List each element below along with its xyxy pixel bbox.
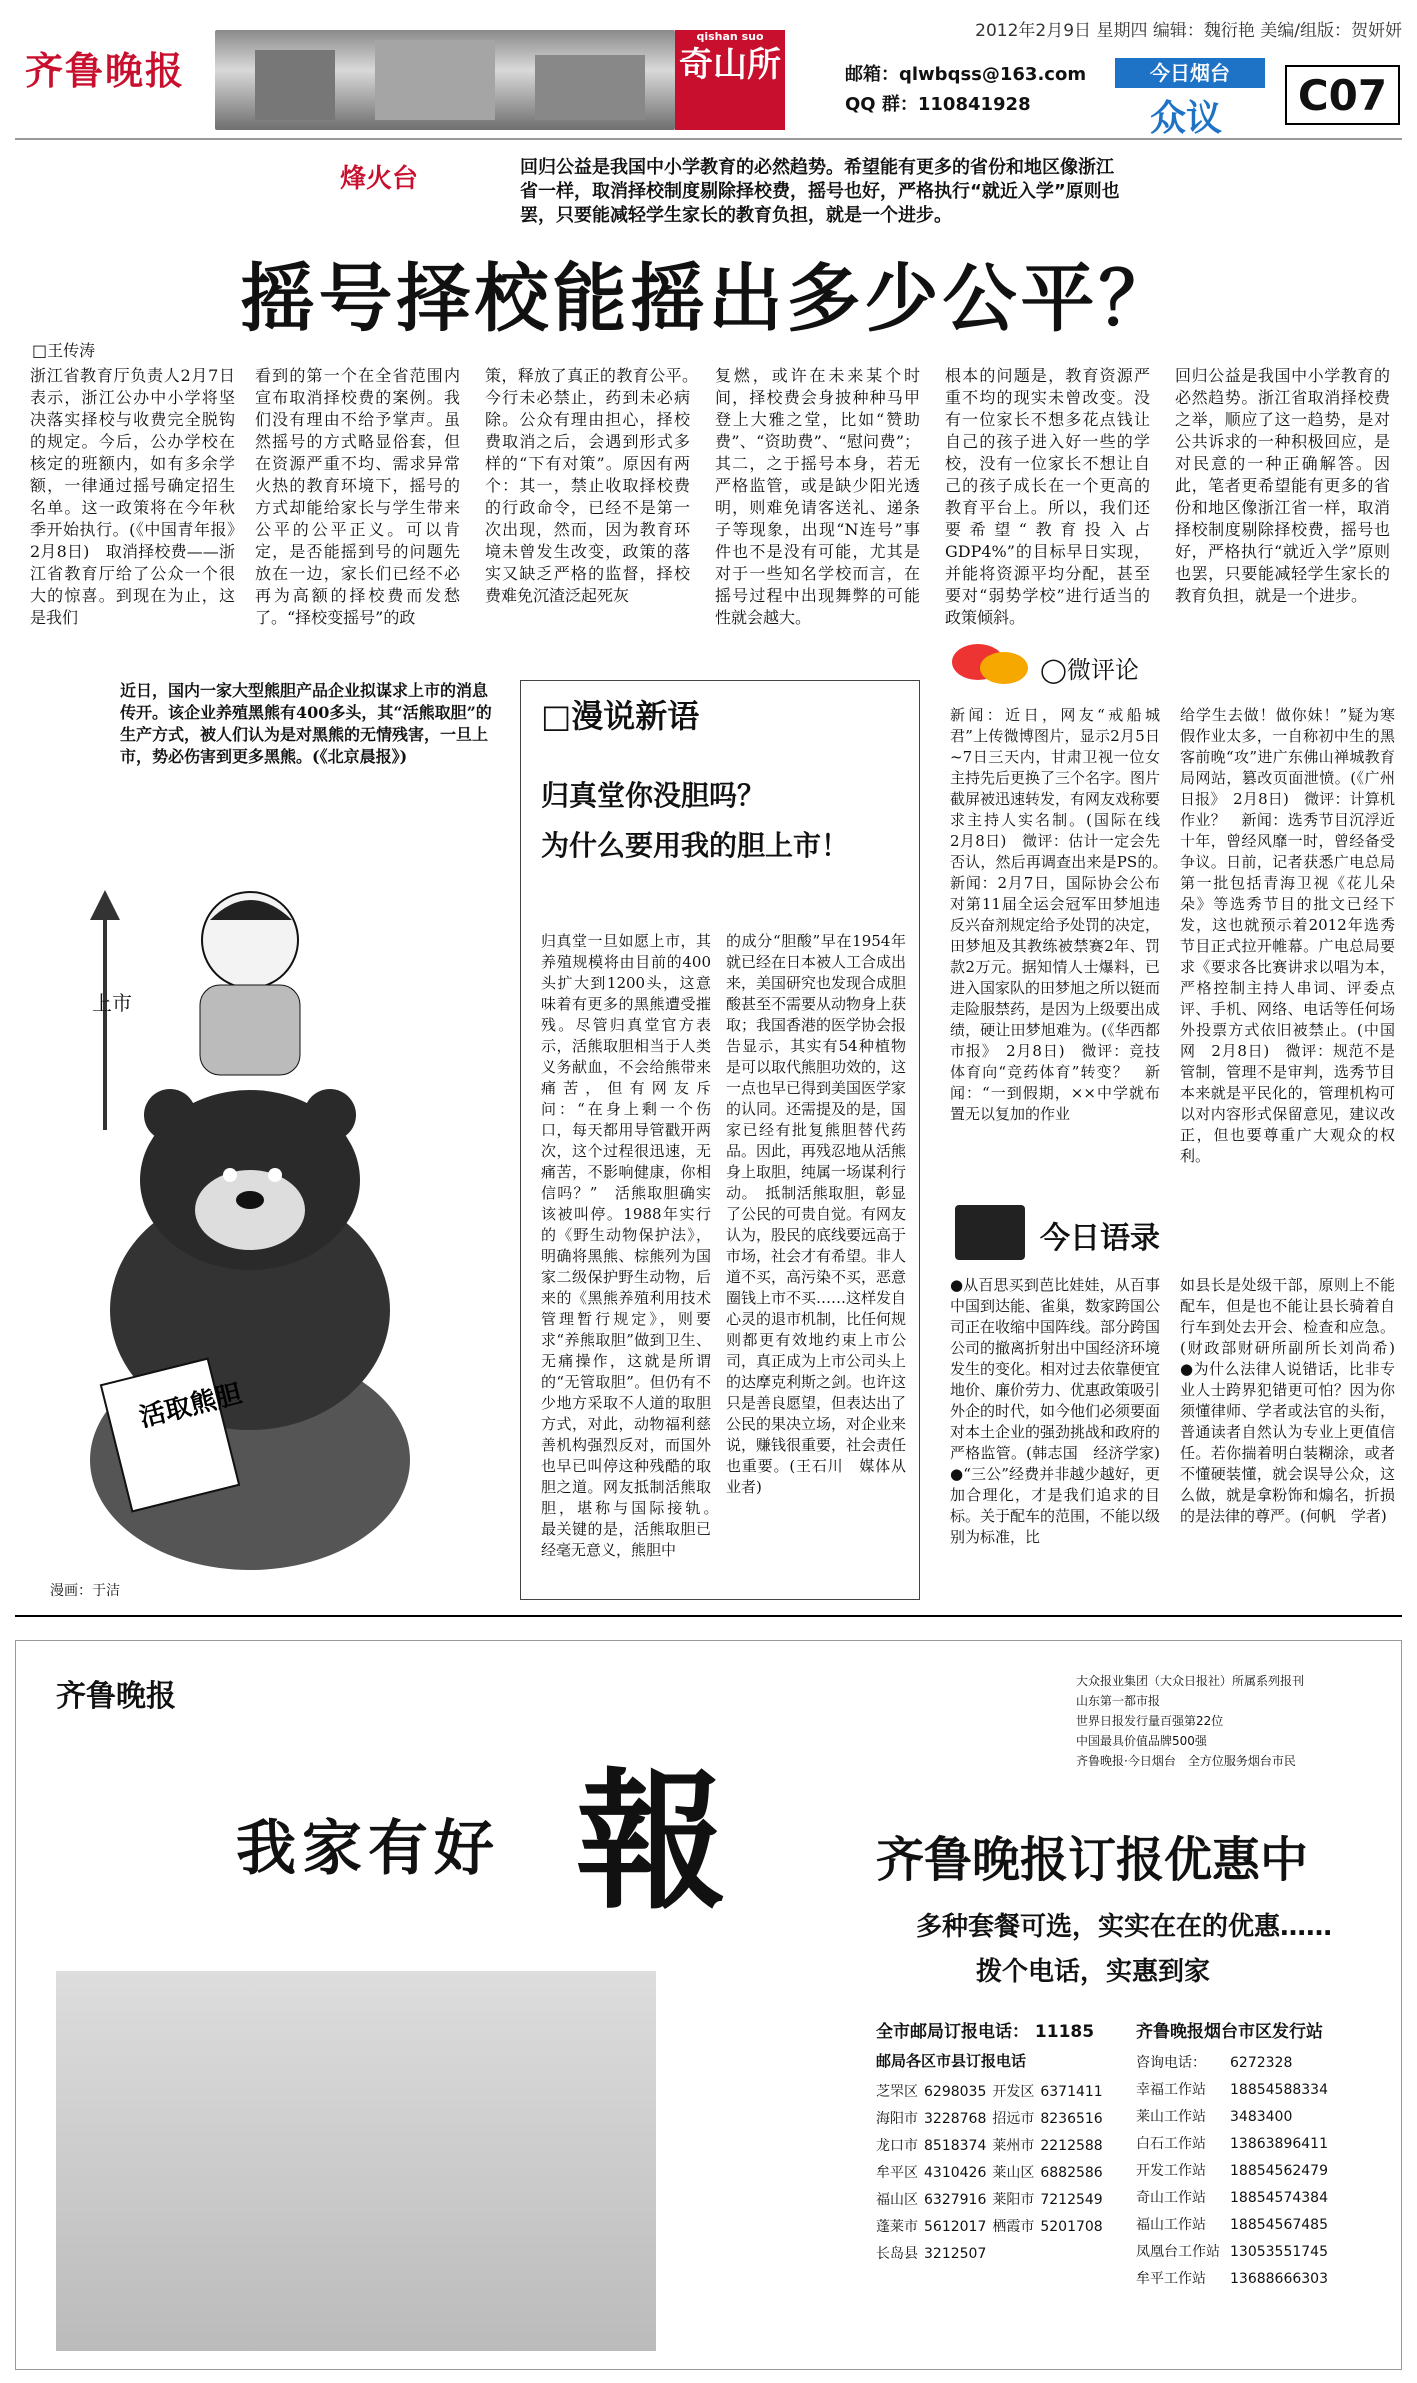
subscription-ad: [15, 1640, 1402, 2370]
table-cell: 18854567485: [1230, 2217, 1328, 2233]
ad-line-1: 多种套餐可选，实实在在的优惠……: [916, 1912, 1333, 1942]
manshuo-column-2: 的成分“胆酸”早在1954年就已经在日本被人工合成出来，美国研究也发现合成胆酸甚至不需要从动物身上获取；我国香港的医学协会报告显示，其实有54种植物是可以取代熊胆功效的，这一点也早已得到美国医学家的认同。还需提及的是，国家已经有批复熊胆替代药品。因此，再残忍地从活熊身上取胆，纯属一场谋利行动。 抵制活熊取胆，彰显了公民的可贵自觉。有网友认为，股民的底线要远高于市场，社会才有希望。非人道不买，高污染不买，恶意圈钱上市不买……这样发自心灵的退市机制，比任何规则都更有效地约束上市公司，真正成为上市公司头上的达摩克利斯之剑。也许这只是善良愿望，但表达出了公民的果决立场，对企业来说，赚钱很重要，社会责任也重要。(王石川 媒体从业者): [726, 932, 907, 1496]
dateline: 2012年2月9日 星期四 编辑：魏衍艳 美编/组版：贺妍妍: [975, 21, 1402, 41]
ad-logo: 齐鲁晚报: [56, 1679, 176, 1714]
table-cell: [992, 2241, 1040, 2268]
table-row: [876, 2160, 1109, 2187]
ad-line-2: 拨个电话，实惠到家: [976, 1957, 1211, 1987]
jinriyulu-header: [955, 1205, 1415, 1265]
table-cell: 18854574384: [1230, 2190, 1328, 2206]
cartoon-credit: 漫画：于洁: [50, 1583, 120, 1599]
table-row: [1136, 2077, 1338, 2104]
section-name: 众议: [1150, 97, 1223, 139]
table-cell: 7212549: [1040, 2192, 1103, 2208]
section-tag: 今日烟台: [1115, 58, 1265, 88]
table-cell: 幸福工作站: [1136, 2082, 1206, 2098]
table-cell: 莱州市: [992, 2138, 1035, 2154]
table-cell: 8236516: [1040, 2111, 1103, 2127]
table-cell: 白石工作站: [1136, 2136, 1206, 2152]
table-row: [876, 2214, 1109, 2241]
book-icon: [955, 1205, 1025, 1260]
table-row: [876, 2079, 1109, 2106]
newspaper-logo: 齐鲁晚报: [25, 48, 186, 93]
table-row: [1136, 2050, 1338, 2077]
table-cell: 咨询电话：: [1136, 2055, 1206, 2071]
table-cell: 芝罘区: [876, 2084, 918, 2100]
table-cell: 栖霞市: [992, 2219, 1035, 2235]
manshuo-column-1: 归真堂一旦如愿上市，其养殖规模将由目前的400头扩大到1200头，这意味着有更多的黑熊遭受摧残。尽管归真堂官方表示，活熊取胆相当于人类义务献血，不会给熊带来痛苦，但有网友斥问：“在身上剩一个伤口，每天都用导管戳开两次，这个过程很迅速，无痛苦，不影响健康，你相信吗？” 活熊取胆确实该被叫停。1988年实行的《野生动物保护法》，明确将黑熊、棕熊列为国家二级保护野生动物，后来的《黑熊养殖利用技术管理暂行规定》，则要求“养熊取胆”做到卫生、无痛操作，这就是所谓的“无管取胆”。但仍有不少地方采取不人道的取胆方式，对此，动物福利慈善机构强烈反对，而国外也早已叫停这种残酷的取胆之道。网友抵制活熊取胆，堪称与国际接轨。 最关键的是，活熊取胆已经毫无意义，熊胆中: [541, 932, 727, 1559]
table-row: [876, 2133, 1109, 2160]
manshuo-q1: 归真堂你没胆吗？: [541, 779, 766, 812]
byline: □王传涛: [32, 341, 96, 360]
article-column-3: 策，释放了真正的教育公平。 今行未必禁止，药到未必病除。公众有理由担心，择校费取消之后，会遇到形式多样的“下有对策”。原因有两个：其一，禁止收取择校费的行政命令，已经不是第一次出现，然而，因为教育环境未曾发生改变，政策的落实又缺乏严格的监督，择校费难免沉渣泛起死灰: [485, 366, 707, 605]
table-cell: 奇山工作站: [1136, 2190, 1206, 2206]
article-column-1: 浙江省教育厅负责人2月7日表示，浙江公办中小学将坚决落实择校与收费完全脱钩的规定。今后，公办学校在核定的班额内，如有多余学额，一律通过摇号确定招生名单。这一政策将在今年秋季开始执行。(《中国青年报》2月8日) 取消择校费——浙江省教育厅给了公众一个很大的惊喜。到现在为止，这是我们: [30, 366, 235, 627]
email-text: 邮箱：qlwbqss@163.com: [845, 64, 1087, 85]
article-column-2: 看到的第一个在全省范围内宣布取消择校费的案例。我们没有理由不给予掌声。虽然摇号的方式略显俗套，但在资源严重不均、需求异常火热的教育环境下，摇号的方式却能给家长与学生带来公平的公平正义。可以肯定，是否能摇到号的问题先放在一边，家长们已经不必再为高额的择校费而发愁了。“择校变摇号”的政: [255, 366, 460, 627]
table-cell: 牟平工作站: [1136, 2271, 1206, 2287]
table-cell: 蓬莱市: [876, 2219, 918, 2235]
headline: 摇号择校能摇出多少公平？: [240, 256, 1177, 342]
table-cell: 龙口市: [876, 2138, 918, 2154]
table-cell: 5612017: [924, 2219, 987, 2235]
table-row: [1136, 2266, 1338, 2293]
table-cell: 13688666303: [1230, 2271, 1328, 2287]
table-row: [876, 2187, 1109, 2214]
station-table: [1136, 2050, 1338, 2293]
jinriyulu-column-2: 如县长是处级干部，原则上不能配车，但是也不能让县长骑着自行车到处去开会、检查和应急。(财政部财研所副所长刘尚希) ●为什么法律人说错话，比非专业人士跨界犯错更可怕？因为你须懂律师、学者或法官的头衔，普通读者自然认为专业上更值信任。若你揣着明白装糊涂，或者不懂硬装懂，就会误导公众，这么做，就是拿粉饰和煽名，折损的是法律的尊严。(何帆 学者): [1180, 1276, 1411, 1525]
table-cell: 莱阳市: [992, 2192, 1035, 2208]
table-cell: 3228768: [924, 2111, 987, 2127]
table-cell: 3483400: [1230, 2109, 1293, 2125]
post-phone-table: [876, 2079, 1109, 2268]
article-column-6: 回归公益是我国中小学教育的必然趋势。浙江省取消择校费之举，顺应了这一趋势，是对公共诉求的一种积极回应，是对民意的一种正确解答。因此，笔者更希望能有更多的省份和地区像浙江省一样，取消择校制度剔除择校费，摇号也好，严格执行“就近入学”原则也罢，只要能减轻学生家长的教育负担，就是一个进步。: [1175, 366, 1390, 605]
table-cell: 3212507: [924, 2246, 987, 2262]
table-row: [876, 2106, 1109, 2133]
masthead: [15, 20, 1402, 140]
table-row: [1136, 2158, 1338, 2185]
table-cell: 2212588: [1040, 2138, 1103, 2154]
table-cell: 福山区: [876, 2192, 918, 2208]
table-cell: 招远市: [992, 2111, 1035, 2127]
article-intro: 回归公益是我国中小学教育的必然趋势。希望能有更多的省份和地区像浙江省一样，取消择校制度剔除择校费，摇号也好，严格执行“就近入学”原则也罢，只要能减轻学生家长的教育负担，就是一个进步。: [520, 157, 1120, 226]
station-phones: 齐鲁晚报烟台市区发行站 咨询电话： 6272328 幸福工作站 18854588334 莱山工作站 3483400 白石工作站 13863896411 开发工作站 18854562479 奇山工作站 18854574384 福山工作站 18854567485 凤凰台工作站 13053551745 牟平工作站 13688666303: [1136, 2021, 1386, 2293]
bear-sign: 活取熊胆: [136, 1379, 245, 1434]
table-cell: 6882586: [1040, 2165, 1103, 2181]
table-cell: 牟平区: [876, 2165, 918, 2181]
post-office-phones: 全市邮局订报电话： 11185 邮局各区市县订报电话 芝罘区 6298035 开发区 6371411 海阳市 3228768 招远市 8236516 龙口市 8518374 莱州市 2212588 牟平区 4310426 莱山区 6882586 福山区 6327916 莱阳市 7212549 蓬莱市 5612017 栖霞市 5201708 长岛县 3212507: [876, 2021, 1136, 2268]
jinriyulu-title: 今日语录: [1040, 1221, 1160, 1256]
jinriyulu-column-1: ●从百思买到芭比娃娃，从百事中国到达能、雀巢，数家跨国公司正在收缩中国阵线。部分跨国公司的撤离折射出中国经济环境发生的变化。相对过去依靠便宜地价、廉价劳力、优惠政策吸引外企的时代，如今他们必须要面对本土企业的强劲挑战和政府的严格监管。(韩志国 经济学家) ●“三公”经费并非越少越好，更加合理化，才是我们追求的目标。关于配车的范围，不能以级别为标准，比: [950, 1276, 1176, 1546]
manshuo-title: □漫说新语: [541, 697, 700, 735]
table-cell: [1040, 2241, 1108, 2268]
contact-info: [845, 60, 1086, 120]
article-column-4: 复燃，或许在未来某个时间，择校费会身披种种马甲登上大雅之堂，比如“赞助费”、“资助费”、“慰问费”；其二，之于摇号本身，若无严格监管，或是缺少阳光透明，则难免请客送礼、递条子等现象，出现“N连号”事件也不是没有可能，尤其是对于一些知名学校而言，在摇号过程中出现舞弊的可能性就会越大。: [715, 366, 920, 627]
ad-credentials: 大众报业集团（大众日报社）所属系列报刊 山东第一都市报 世界日报发行量百强第22位 中国最具价值品牌500强 齐鲁晚报·今日烟台 全方位服务烟台市民: [1076, 1674, 1305, 1768]
table-cell: 海阳市: [876, 2111, 918, 2127]
table-row: [1136, 2239, 1338, 2266]
table-cell: 6272328: [1230, 2055, 1293, 2071]
family-photo: [56, 1971, 656, 2351]
article-column-5: 根本的问题是，教育资源严重不均的现实未曾改变。没有一位家长不想多花点钱让自己的孩子进入好一些的学校，没有一位家长不想让自己的孩子成长在一个更高的教育平台上。所以，我们还要希望“教育投入占GDP4%”的目标早日实现，并能将资源平均分配，甚至要对“弱势学校”进行适当的政策倾斜。: [945, 366, 1150, 627]
header-photo: [215, 30, 675, 130]
column-brand-badge: qishan suo 奇山所: [675, 30, 785, 130]
table-row: [1136, 2212, 1338, 2239]
weipinglun-label: ◯微评论: [1040, 656, 1139, 684]
table-cell: 4310426: [924, 2165, 987, 2181]
table-cell: 5201708: [1040, 2219, 1103, 2235]
qq-text: QQ 群：110841928: [845, 94, 1031, 115]
section-divider: [15, 1615, 1402, 1617]
table-cell: 13863896411: [1230, 2136, 1328, 2152]
table-cell: 18854562479: [1230, 2163, 1328, 2179]
table-cell: 13053551745: [1230, 2244, 1328, 2260]
comment-bubble-icon: [950, 640, 1030, 694]
column-label: 烽火台: [340, 164, 419, 194]
arrow-label: 上市: [92, 991, 132, 1015]
weipinglun-column-2: 给学生去做！做你妹！”疑为寒假作业太多，一自称初中生的黑客前晚“攻”进广东佛山禅城教育局网站，篡改页面泄愤。(《广州日报》 2月8日) 微评：计算机作业？ 新闻：选秀节目沉浮近十年，曾经风靡一时，曾经备受争议。日前，记者获悉广电总局第一批包括青海卫视《花儿朵朵》等选秀节目的批文已经下发，这也就预示着2012年选秀节目正式拉开帷幕。广电总局要求《要求各比赛讲求以唱为本，严格控制主持人串词、评委点评、手机、网络、电话等任何场外投票方式依旧被禁止。(中国网 2月8日) 微评：规范不是管制，管理不是审判，选秀节目本来就是平民化的，管理机构可以对内容形式保留意见，建议改正，但也要尊重广大观众的权利。: [1180, 706, 1395, 1165]
table-cell: 莱山区: [992, 2165, 1035, 2181]
manshuo-q2: 为什么要用我的胆上市！: [541, 829, 850, 862]
page-number: C07: [1285, 65, 1400, 125]
weipinglun-column-1: 新闻：近日，网友“戒船城君”上传微博图片，显示2月5日~7日三天内，甘肃卫视一位女主持先后更换了三个名字。图片截屏被迅速转发，有网友戏称要求主持人实名制。(国际在线 2月8日) 微评：估计一定会先否认，然后再调查出来是PS的。 新闻：2月7日，国际协会公布对第11届全运会冠军田梦旭违反兴奋剂规定给予处罚的决定，田梦旭及其教练被禁赛2年、罚款2万元。据知情人士爆料，已进入国家队的田梦旭之所以铤而走险服禁药，是因为上级要出成绩，硬让田梦旭难为。(《华西都市报》 2月8日) 微评：竞技体育向“竞药体育”转变？ 新闻：“一到假期，××中学就布置无以复加的作业: [950, 706, 1176, 1123]
ad-bao-character: 報: [576, 1754, 727, 1930]
table-cell: 开发区: [992, 2084, 1035, 2100]
manshuo-section: [520, 680, 920, 1600]
table-cell: 开发工作站: [1136, 2163, 1206, 2179]
cartoon-quote: 近日，国内一家大型熊胆产品企业拟谋求上市的消息传开。该企业养殖黑熊有400多头，其“活熊取胆”的生产方式，被人们认为是对黑熊的无情残害，一旦上市，势必伤害到更多黑熊。(《北京晨报》): [120, 681, 492, 766]
ad-slogan: 我家有好: [236, 1814, 500, 1884]
manshuo-questions: [541, 771, 849, 871]
table-row: [876, 2241, 1109, 2268]
table-cell: 莱山工作站: [1136, 2109, 1206, 2125]
table-cell: 长岛县: [876, 2246, 918, 2262]
table-row: [1136, 2104, 1338, 2131]
table-row: [1136, 2185, 1338, 2212]
table-cell: 8518374: [924, 2138, 987, 2154]
ad-title: 齐鲁晚报订报优惠中: [876, 1832, 1309, 1888]
bear-cartoon: [30, 770, 510, 1590]
table-cell: 福山工作站: [1136, 2217, 1206, 2233]
table-cell: 6298035: [924, 2084, 987, 2100]
table-row: [1136, 2131, 1338, 2158]
table-cell: 18854588334: [1230, 2082, 1328, 2098]
table-cell: 6327916: [924, 2192, 987, 2208]
table-cell: 凤凰台工作站: [1136, 2244, 1220, 2260]
table-cell: 6371411: [1040, 2084, 1103, 2100]
